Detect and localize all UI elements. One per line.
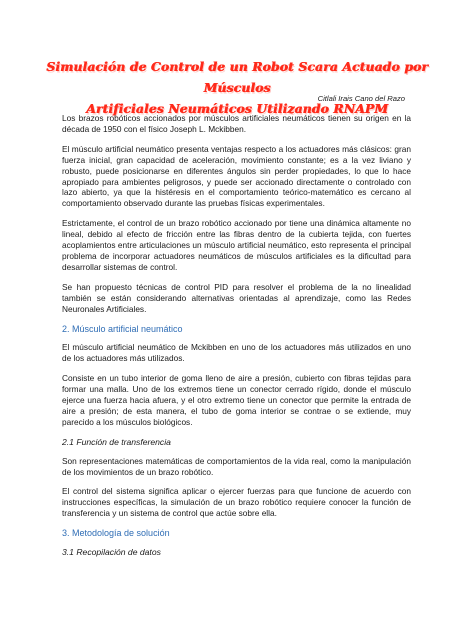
paragraph-structure: Consiste en un tubo interior de goma lleno de aire a presión, cubierto con fibras tejidas para formar una malla. Uno de los extremos tiene un conector cerrado rígido, donde el músculo ejerce una fuerza hacia afuera, y el otro extremo tiene un conector que permite la entrada de aire a presión; de esta manera, el tubo de goma interior se contrae o se extiende, muy parecido a los músculos biológicos. <box>62 373 411 427</box>
paragraph-transfer-function: Son representaciones matemáticas de comportamientos de la vida real, como la manipulación de los movimientos de un brazo robótico. <box>62 455 411 477</box>
paragraph-mckibben: El músculo artificial neumático de Mckibben en uno de los actuadores más utilizados en uno de los actuadores más utilizados. <box>62 342 411 364</box>
document-body <box>62 113 411 566</box>
title-line-2: Artificiales Neumáticos Utilizando RNAPM <box>86 101 388 116</box>
paragraph-advantages: El músculo artificial neumático presenta ventajas respecto a los actuadores más clásicos: gran fuerza inicial, gran capacidad de aceleración, movimiento constante; es a la vez liviano y robusto, puede posicionarse en diferentes ángulos sin perder propiedades, lo que lo hace apropiado para ambientes peligrosos, y puede ser accionado directamente o controlado con lazo abierto, ya que la histéresis en el comportamiento teórico-matemático es cercano al comportamiento observado durante las pruebas físicas experimentales. <box>62 143 411 209</box>
paragraph-intro: Los brazos robóticos accionados por músculos artificiales neumáticos tienen su origen en la década de 1950 con el físico Joseph L. Mckibben. <box>62 113 411 134</box>
paragraph-system-control: El control del sistema significa aplicar o ejercer fuerzas para que funcione de acuerdo con instrucciones específicas, la simulación de un brazo robótico requiere conocer la función de transferencia y un sistema de control que actúe sobre ella. <box>62 486 411 519</box>
section-heading-2-1: 2.1 Función de transferencia <box>62 436 171 447</box>
section-heading-2: 2. Músculo artificial neumático <box>62 323 183 334</box>
paragraph-control-problem: Estrictamente, el control de un brazo robótico accionado por tiene una dinámica altamente no lineal, debido al efecto de fricción entre las fibras dentro de la cubierta tejida, con fuertes acoplamientos entre articulaciones un músculo artificial neumático, esto representa el principal problema de incorporar actuadores neumáticos de músculos artificiales es la dificultad para desarrollar sistemas de control. <box>62 218 411 272</box>
section-heading-3-1: 3.1 Recopilación de datos <box>62 547 161 558</box>
document-title <box>40 56 434 119</box>
author-name: Citlali Irais Cano del Razo <box>317 94 405 103</box>
section-heading-3: 3. Metodología de solución <box>62 528 170 539</box>
title-line-1: Simulación de Control de un Robot Scara Actuado por Músculos <box>46 59 428 95</box>
paragraph-pid: Se han propuesto técnicas de control PID para resolver el problema de la no linealidad también se están considerando alternativas orientadas al aprendizaje, como las Redes Neuronales Artificiales. <box>62 281 411 314</box>
